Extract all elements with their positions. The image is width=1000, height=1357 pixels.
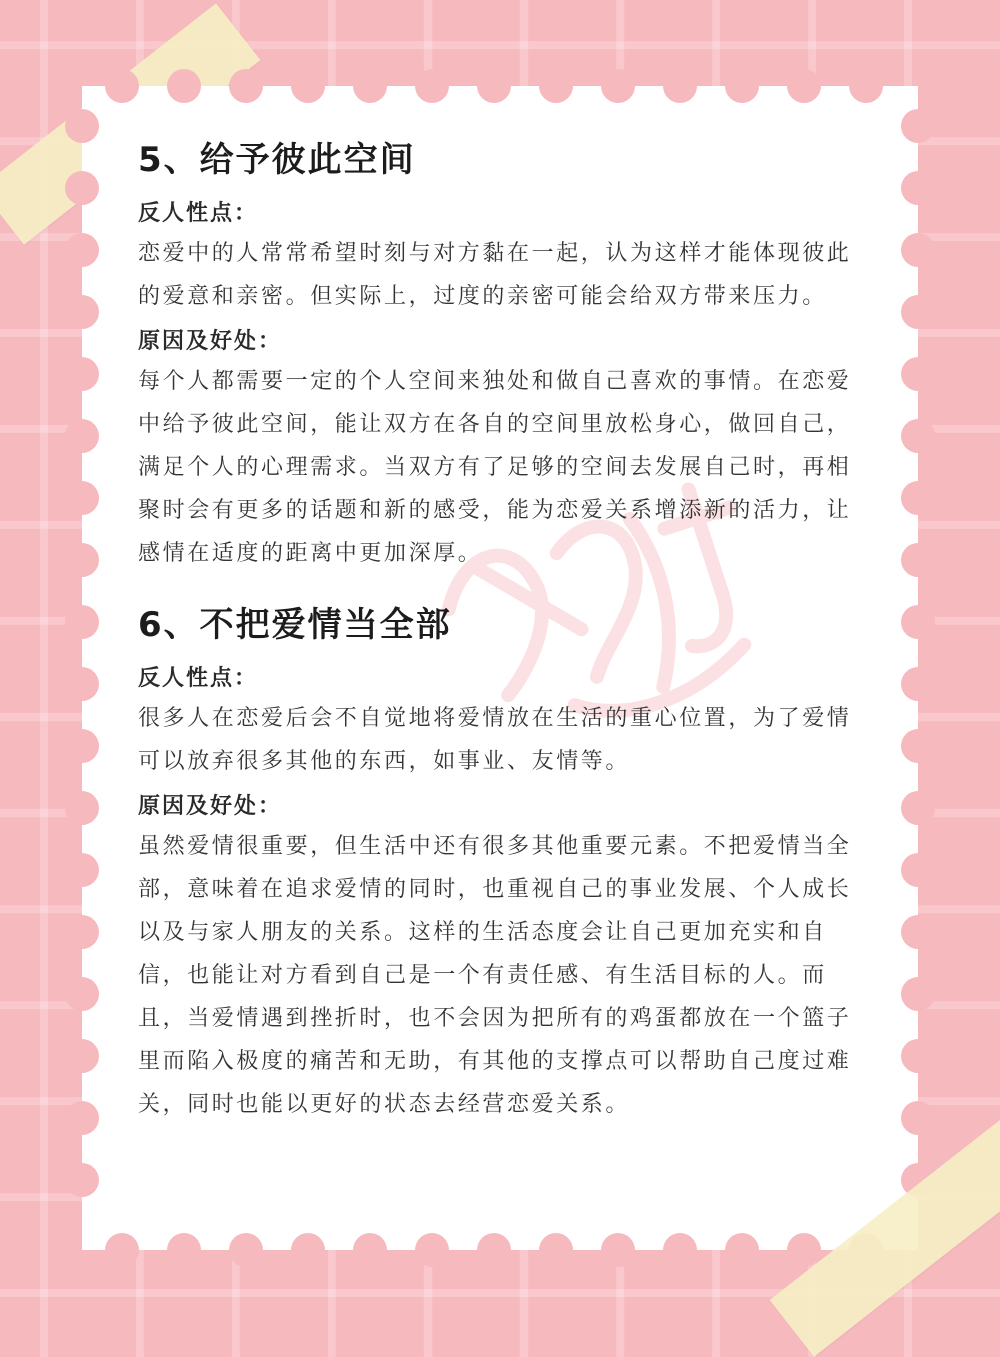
section-paragraph: 虽然爱情很重要，但生活中还有很多其他重要元素。不把爱情当全部，意味着在追求爱情的同时，也重视自己的事业发展、个人成长以及与家人朋友的关系。这样的生活态度会让自己更加充实和自信，也能让对方看到自己是一个有责任感、有生活目标的人。而且，当爱情遇到挫折时，也不会因为把所有的鸡蛋都放在一个篮子里而陷入极度的痛苦和无助，有其他的支撑点可以帮助自己度过难关，同时也能以更好的状态去经营恋爱关系。: [138, 834, 852, 1117]
section-label-anti-nature: 反人性点：: [138, 666, 259, 691]
scallop-dot: [901, 419, 935, 453]
scallop-dot: [229, 69, 263, 103]
scallop-dot: [601, 1233, 635, 1267]
scallop-dot: [477, 1233, 511, 1267]
scallop-dot: [901, 853, 935, 887]
scallop-dot: [65, 791, 99, 825]
scallop-dot: [901, 605, 935, 639]
scallop-dot: [539, 1233, 573, 1267]
section-paragraph: 很多人在恋爱后会不自觉地将爱情放在生活的重心位置，为了爱情可以放弃很多其他的东西，如事业、友情等。: [138, 706, 852, 774]
scallop-dot: [901, 729, 935, 763]
scallop-dot: [65, 543, 99, 577]
scallop-dot: [65, 357, 99, 391]
scallop-dot: [849, 69, 883, 103]
scallop-dot: [65, 1101, 99, 1135]
scallop-dot: [291, 69, 325, 103]
section-label-reasons: 原因及好处：: [138, 794, 283, 819]
scallop-dot: [65, 729, 99, 763]
scallop-dot: [901, 915, 935, 949]
scallop-dot: [65, 295, 99, 329]
scallop-dot: [901, 667, 935, 701]
scallop-dot: [229, 1233, 263, 1267]
section-label-anti-nature: 反人性点：: [138, 201, 259, 226]
article-content: [138, 130, 868, 1126]
scallop-dot: [65, 171, 99, 205]
scallop-dot: [901, 543, 935, 577]
scallop-dot: [725, 69, 759, 103]
scallop-dot: [901, 109, 935, 143]
scallop-dot: [901, 481, 935, 515]
scallop-dot: [65, 419, 99, 453]
scallop-dot: [65, 853, 99, 887]
scallop-dot: [663, 69, 697, 103]
scallop-dot: [477, 69, 511, 103]
scallop-dot: [167, 1233, 201, 1267]
scallop-dot: [901, 295, 935, 329]
scallop-dot: [415, 1233, 449, 1267]
scallop-dot: [901, 1101, 935, 1135]
section-title: 6、不把爱情当全部: [138, 605, 452, 645]
scallop-dot: [105, 1233, 139, 1267]
scallop-dot: [65, 605, 99, 639]
scallop-dot: [415, 69, 449, 103]
section-paragraph: 恋爱中的人常常希望时刻与对方黏在一起，认为这样才能体现彼此的爱意和亲密。但实际上，过度的亲密可能会给双方带来压力。: [138, 241, 852, 309]
scallop-dot: [787, 69, 821, 103]
scallop-dot: [901, 791, 935, 825]
scallop-dot: [65, 1039, 99, 1073]
scallop-dot: [65, 977, 99, 1011]
scallop-dot: [787, 1233, 821, 1267]
scallop-dot: [901, 171, 935, 205]
scallop-dot: [901, 1039, 935, 1073]
scallop-dot: [353, 1233, 387, 1267]
scallop-dot: [65, 915, 99, 949]
scallop-dot: [65, 109, 99, 143]
scallop-dot: [601, 69, 635, 103]
section-paragraph: 每个人都需要一定的个人空间来独处和做自己喜欢的事情。在恋爱中给予彼此空间，能让双方在各自的空间里放松身心，做回自己，满足个人的心理需求。当双方有了足够的空间去发展自己时，再相聚时会有更多的话题和新的感受，能为恋爱关系增添新的活力，让感情在适度的距离中更加深厚。: [138, 369, 852, 566]
section-label-reasons: 原因及好处：: [138, 329, 283, 354]
section-5: [138, 130, 868, 575]
scallop-dot: [901, 977, 935, 1011]
scallop-dot: [105, 69, 139, 103]
scallop-dot: [65, 481, 99, 515]
section-title: 5、给予彼此空间: [138, 140, 416, 180]
section-6: [138, 595, 868, 1126]
scallop-dot: [901, 357, 935, 391]
scallop-dot: [65, 667, 99, 701]
scallop-dot: [901, 233, 935, 267]
scallop-dot: [291, 1233, 325, 1267]
scallop-dot: [65, 233, 99, 267]
scallop-dot: [167, 69, 201, 103]
scallop-dot: [539, 69, 573, 103]
scallop-dot: [353, 69, 387, 103]
scallop-dot: [725, 1233, 759, 1267]
scallop-dot: [65, 1163, 99, 1197]
scallop-dot: [663, 1233, 697, 1267]
